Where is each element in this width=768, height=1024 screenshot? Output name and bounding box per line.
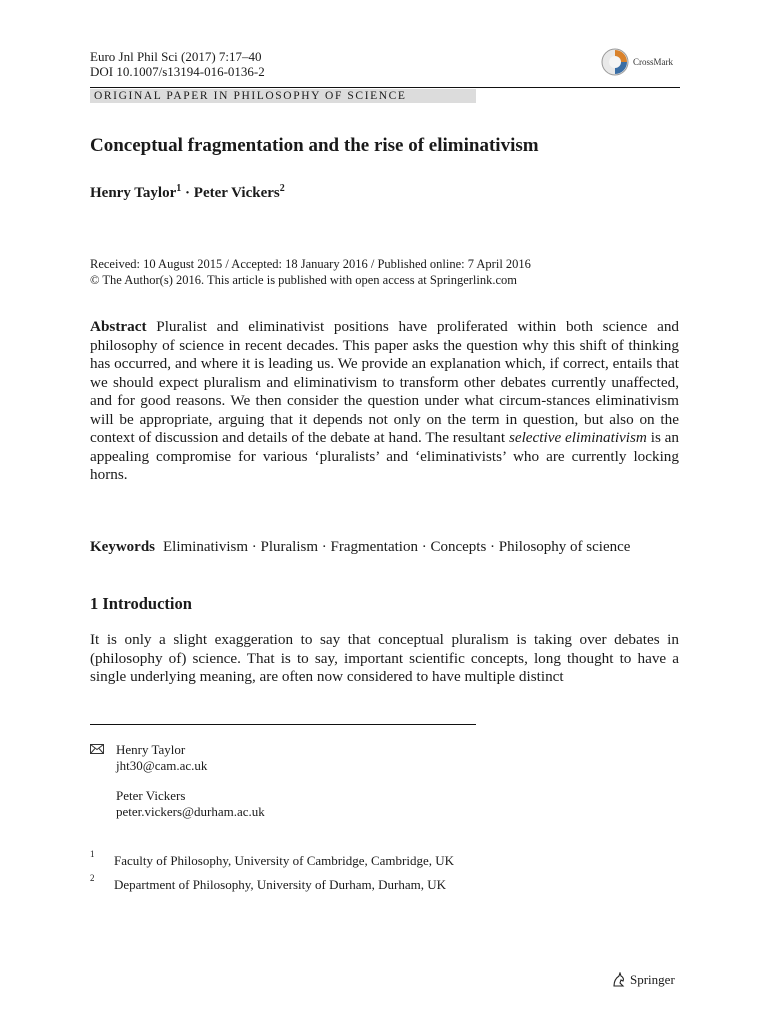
header-rule <box>90 87 680 88</box>
author-name[interactable]: Henry Taylor <box>90 185 177 201</box>
journal-info <box>90 49 265 79</box>
author-affil-ref: 1 <box>176 183 182 194</box>
publisher-logo <box>611 972 675 988</box>
publisher-name: Springer <box>630 972 675 987</box>
affiliation-text: Faculty of Philosophy, University of Cambridge, Cambridge, UK <box>114 853 455 868</box>
affiliation-number: 1 <box>90 849 95 859</box>
crossmark-icon <box>601 48 629 76</box>
copyright-notice: © The Author(s) 2016. This article is published with open access at Springerlink.com <box>90 273 518 287</box>
contact-email[interactable]: jht30@cam.ac.uk <box>116 758 208 773</box>
contact-name: Peter Vickers <box>116 788 186 803</box>
affiliation-number: 2 <box>90 873 95 883</box>
publication-dates <box>90 256 531 288</box>
section-heading: 1 Introduction <box>90 594 192 613</box>
crossmark-label: CrossMark <box>633 57 673 67</box>
history-dates: Received: 10 August 2015 / Accepted: 18 January 2016 / Published online: 7 April 2016 <box>90 257 531 271</box>
springer-horse-icon <box>611 972 627 988</box>
footnote-rule <box>90 724 476 725</box>
crossmark-badge[interactable] <box>601 48 681 76</box>
keywords-list: Eliminativism · Pluralism · Fragmentation · Concepts · Philosophy of science <box>163 539 631 555</box>
author-separator: · <box>185 185 191 201</box>
article-title: Conceptual fragmentation and the rise of eliminativism <box>90 135 539 156</box>
abstract-text-end: is an appealing compromise for various ‘pluralists’ and ‘eliminativists’ who are currently locking horns. <box>90 429 680 483</box>
journal-citation: Euro Jnl Phil Sci (2017) 7:17–40 <box>90 49 262 64</box>
section-label: ORIGINAL PAPER IN PHILOSOPHY OF SCIENCE <box>90 89 476 103</box>
keywords <box>90 539 690 556</box>
abstract-emphasis: selective eliminativism <box>508 429 647 446</box>
keywords-label: Keywords <box>90 539 155 555</box>
author-line <box>90 183 285 202</box>
corresponding-contacts <box>90 742 390 822</box>
abstract-text: Pluralist and eliminativist positions have proliferated within both science and philosophy of science in recent decades. This paper asks the question why this shift of thinking has occurred, and where it is leading us. We provide an explanation which, if correct, entails that we should expect pluralism and eliminativism to transform other debates currently unaffected, and for good reasons. We then consider the question under what circum-stances eliminativism will be appropriate, arguing that it depends not only on the term in question, but also on the context of discussion and details of the debate at hand. The resultant <box>90 318 680 446</box>
contact-name: Henry Taylor <box>116 742 186 757</box>
doi: DOI 10.1007/s13194-016-0136-2 <box>90 64 265 79</box>
author-name[interactable]: Peter Vickers <box>193 185 280 201</box>
abstract <box>90 318 679 485</box>
author-affil-ref: 2 <box>279 183 285 194</box>
envelope-icon <box>90 744 104 754</box>
introduction-text: It is only a slight exaggeration to say that conceptual pluralism is taking over debates in (philosophy of) science. That is to say, important scientific concepts, long thought to have a single underlying meaning, are often now considered to have multiple distinct <box>90 631 679 685</box>
affiliation-text: Department of Philosophy, University of Durham, Durham, UK <box>114 877 447 892</box>
contact-email[interactable]: peter.vickers@durham.ac.uk <box>116 804 265 819</box>
abstract-label: Abstract <box>90 318 147 335</box>
